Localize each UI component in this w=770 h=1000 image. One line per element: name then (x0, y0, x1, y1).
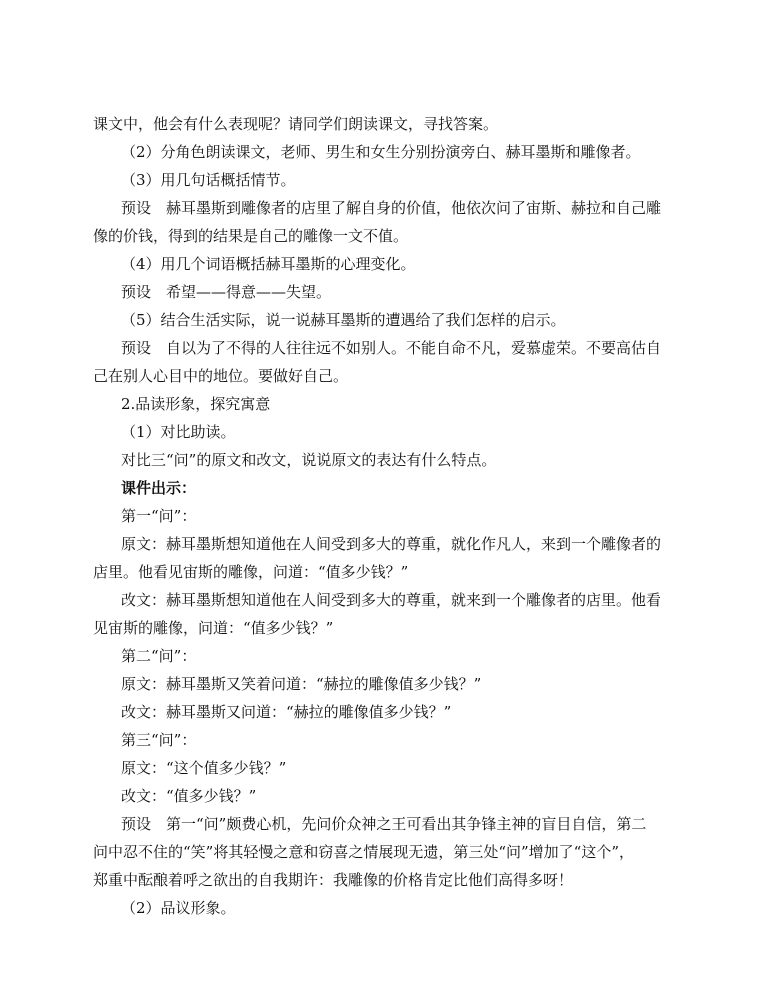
text-line: （3）用几句话概括情节。 (121, 171, 296, 189)
text-line: 预设 希望——得意——失望。 (121, 283, 332, 301)
text-line: 己在别人心目中的地位。要做好自己。 (93, 367, 349, 385)
text-line: 见宙斯的雕像，问道：“值多少钱？” (93, 619, 334, 637)
text-line: 第一“问”： (121, 507, 197, 525)
text-line: 第三“问”： (121, 731, 197, 749)
text-line: 改文：“值多少钱？” (121, 787, 257, 805)
text-line: 问中忍不住的“笑”将其轻慢之意和窃喜之情展现无遗，第三处“问”增加了“这个”， (93, 843, 635, 861)
section-heading: 2.品读形象，探究寓意 (121, 395, 271, 413)
text-line: （5）结合生活实际，说一说赫耳墨斯的遭遇给了我们怎样的启示。 (121, 311, 566, 329)
text-line: 预设 自以为了不得的人往往远不如别人。不能自命不凡，爱慕虚荣。不要高估自 (121, 339, 662, 357)
text-line: 课文中，他会有什么表现呢？请同学们朗读课文，寻找答案。 (93, 115, 499, 133)
courseware-label: 课件出示： (121, 479, 197, 497)
text-line: （4）用几个词语概括赫耳墨斯的心理变化。 (121, 255, 416, 273)
text-line: 店里。他看见宙斯的雕像，问道：“值多少钱？” (93, 563, 409, 581)
document-body (93, 110, 677, 922)
text-line: 改文：赫耳墨斯想知道他在人间受到多大的尊重，就来到一个雕像者的店里。他看 (121, 591, 662, 609)
text-line: 原文：赫耳墨斯又笑着问道：“赫拉的雕像值多少钱？” (121, 675, 482, 693)
text-line: 改文：赫耳墨斯又问道：“赫拉的雕像值多少钱？” (121, 703, 452, 721)
text-line: 对比三“问”的原文和改文，说说原文的表达有什么特点。 (121, 451, 497, 469)
text-line: （2）品议形象。 (121, 899, 236, 917)
text-line: 第二“问”： (121, 647, 197, 665)
text-line: （2）分角色朗读课文，老师、男生和女生分别扮演旁白、赫耳墨斯和雕像者。 (121, 143, 641, 161)
text-line: 预设 赫耳墨斯到雕像者的店里了解自身的价值，他依次问了宙斯、赫拉和自己雕 (121, 199, 662, 217)
text-line: 原文：赫耳墨斯想知道他在人间受到多大的尊重，就化作凡人，来到一个雕像者的 (121, 535, 662, 553)
text-line: （1）对比助读。 (121, 423, 236, 441)
text-line: 预设 第一“问”颇费心机，先问价众神之王可看出其争锋主神的盲目自信，第二 (121, 815, 647, 833)
text-line: 原文：“这个值多少钱？” (121, 759, 287, 777)
text-line: 郑重中酝酿着呼之欲出的自我期许：我雕像的价格肯定比他们高得多呀！ (93, 871, 574, 889)
text-line: 像的价钱，得到的结果是自己的雕像一文不值。 (93, 227, 409, 245)
